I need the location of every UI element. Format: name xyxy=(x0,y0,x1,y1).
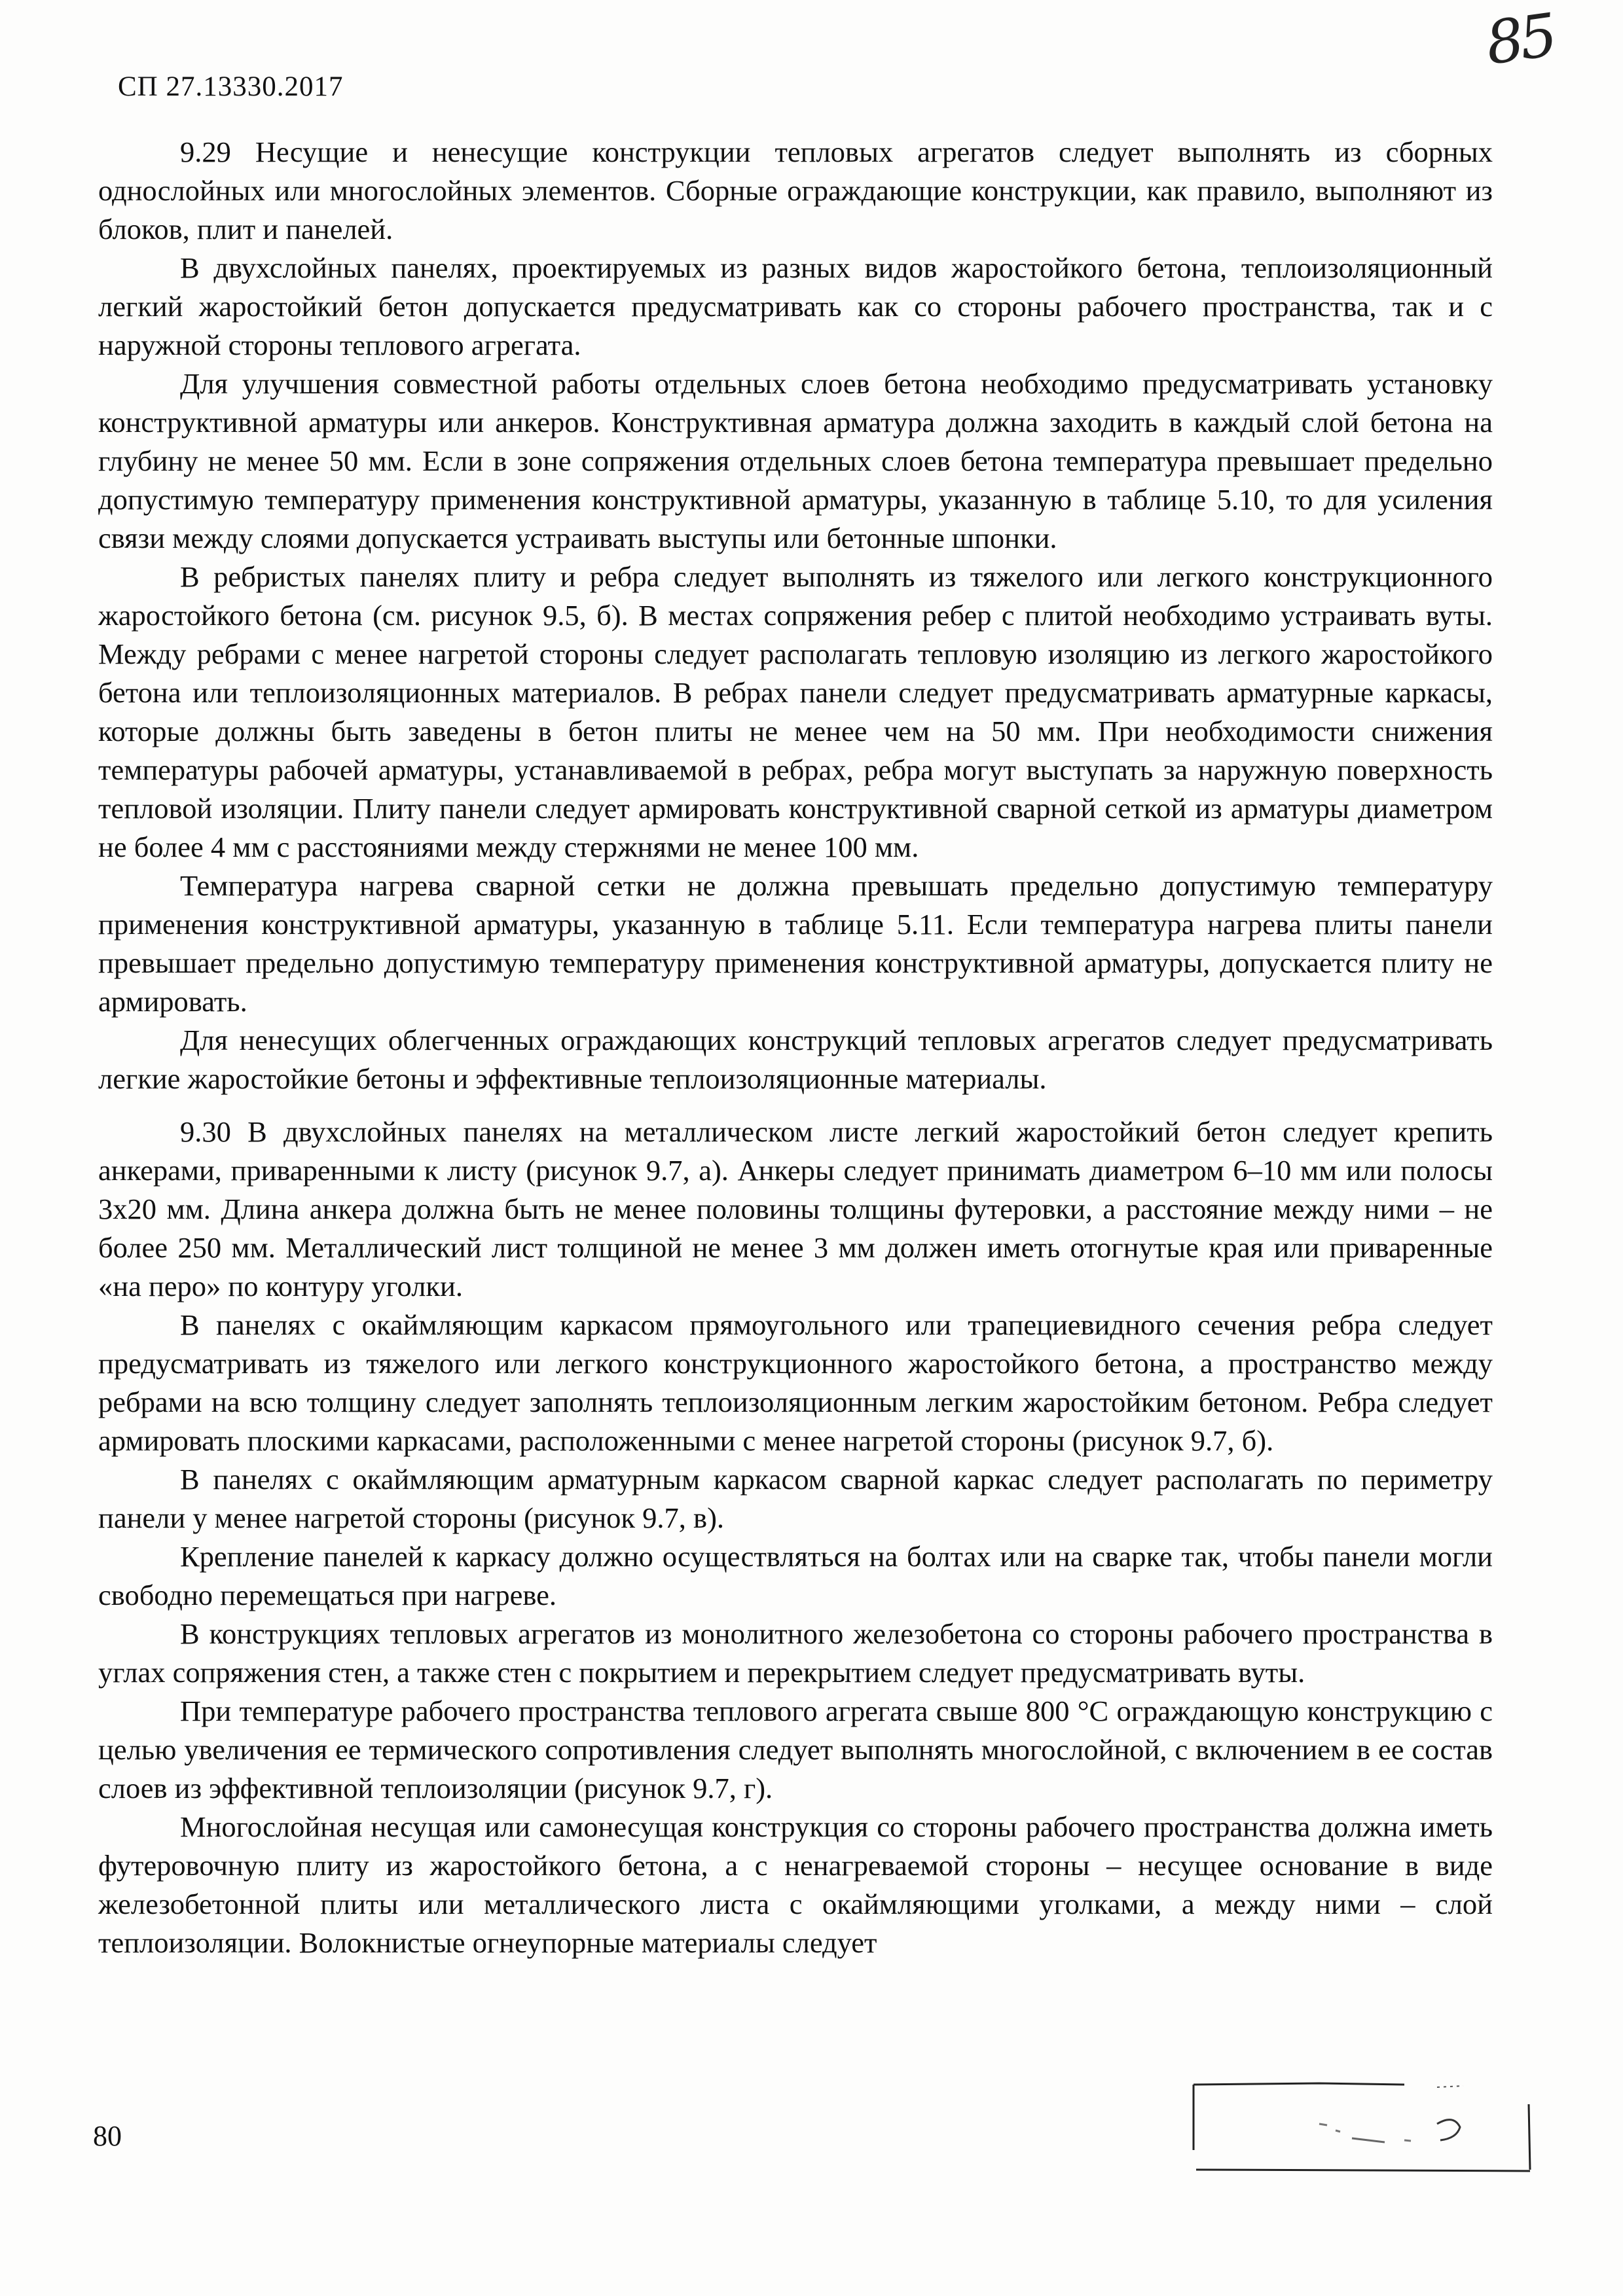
registration-stamp xyxy=(1188,2078,1535,2178)
paragraph-9-29: 9.29 Несущие и ненесущие конструкции тепловых агрегатов следует выполнять из сборных однослойных или многослойных элементов. Сборные ограждающие конструкции, как правило, выполняют из блоков, плит и панелей. xyxy=(98,135,1493,245)
paragraph: В двухслойных панелях, проектируемых из разных видов жаростойкого бетона, теплоизоляционный легкий жаростойкий бетон допускается предусматривать как со стороны рабочего пространства, так и с наружной стороны теплового агрегата. xyxy=(98,251,1493,361)
paragraph: Крепление панелей к каркасу должно осуществляться на болтах или на сварке так, чтобы панели могли свободно перемещаться при нагреве. xyxy=(98,1540,1493,1611)
paragraph: При температуре рабочего пространства теплового агрегата свыше 800 °С ограждающую конструкцию с целью увеличения ее термического сопротивления следует выполнять многослойной, с включением в ее состав слоев из эффективной теплоизоляции (рисунок 9.7, г). xyxy=(98,1695,1493,1804)
paragraph-9-30: 9.30 В двухслойных панелях на металлическом листе легкий жаростойкий бетон следует крепить анкерами, приваренными к листу (рисунок 9.7, а). Анкеры следует принимать диаметром 6–10 мм или полосы 3х20 мм. Длина анкера должна быть не менее половины толщины футеровки, а расстояние между ними – не более 250 мм. Металлический лист толщиной не менее 3 мм должен иметь отогнутые края или приваренные «на перо» по контуру уголки. xyxy=(98,1115,1493,1302)
body-text xyxy=(98,133,1493,1962)
standard-code-header: СП 27.13330.2017 xyxy=(118,71,344,102)
paragraph: Для ненесущих облегченных ограждающих конструкций тепловых агрегатов следует предусматривать легкие жаростойкие бетоны и эффективные теплоизоляционные материалы. xyxy=(98,1024,1493,1095)
handwritten-page-number: 85 xyxy=(1482,1,1558,79)
paragraph: В панелях с окаймляющим каркасом прямоугольного или трапециевидного сечения ребра следует предусматривать из тяжелого или легкого конструкционного жаростойкого бетона, а пространство между ребрами на всю толщину следует заполнять теплоизоляционным легким жаростойким бетоном. Ребра следует армировать плоскими каркасами, расположенными с менее нагретой стороны (рисунок 9.7, б). xyxy=(98,1308,1493,1457)
paragraph: В ребристых панелях плиту и ребра следует выполнять из тяжелого или легкого конструкционного жаростойкого бетона (см. рисунок 9.5, б). В местах сопряжения ребер с плитой необходимо устраивать вуты. Между ребрами с менее нагретой стороны следует располагать тепловую изоляцию из легкого жаростойкого бетона или теплоизоляционных материалов. В ребрах панели следует предусматривать арматурные каркасы, которые должны быть заведены в бетон плиты не менее чем на 50 мм. При необходимости снижения температуры рабочей арматуры, устанавливаемой в ребрах, ребра могут выступать за наружную поверхность тепловой изоляции. Плиту панели следует армировать конструктивной сварной сеткой из арматуры диаметром не более 4 мм с расстояниями между стержнями не менее 100 мм. xyxy=(98,560,1493,863)
page-number: 80 xyxy=(93,2120,122,2152)
paragraph: В конструкциях тепловых агрегатов из монолитного железобетона со стороны рабочего пространства в углах сопряжения стен, а также стен с покрытием и перекрытием следует предусматривать вуты. xyxy=(98,1617,1493,1689)
paragraph: В панелях с окаймляющим арматурным каркасом сварной каркас следует располагать по периметру панели у менее нагретой стороны (рисунок 9.7, в). xyxy=(98,1463,1493,1534)
paragraph: Многослойная несущая или самонесущая конструкция со стороны рабочего пространства должна иметь футеровочную плиту из жаростойкого бетона, а с ненагреваемой стороны – несущее основание в виде железобетонной плиты или металлического листа с окаймляющими уголками, а между ними – слой теплоизоляции. Волокнистые огнеупорные материалы следует xyxy=(98,1810,1493,1959)
paragraph: Температура нагрева сварной сетки не должна превышать предельно допустимую температуру применения конструктивной арматуры, указанную в таблице 5.11. Если температура нагрева плиты панели превышает предельно допустимую температуру применения конструктивной арматуры, допускается плиту не армировать. xyxy=(98,869,1493,1018)
paragraph: Для улучшения совместной работы отдельных слоев бетона необходимо предусматривать установку конструктивной арматуры или анкеров. Конструктивная арматура должна заходить в каждый слой бетона на глубину не менее 50 мм. Если в зоне сопряжения отдельных слоев бетона температура превышает предельно допустимую температуру применения конструктивной арматуры, указанную в таблице 5.10, то для усиления связи между слоями допускается устраивать выступы или бетонные шпонки. xyxy=(98,367,1493,554)
